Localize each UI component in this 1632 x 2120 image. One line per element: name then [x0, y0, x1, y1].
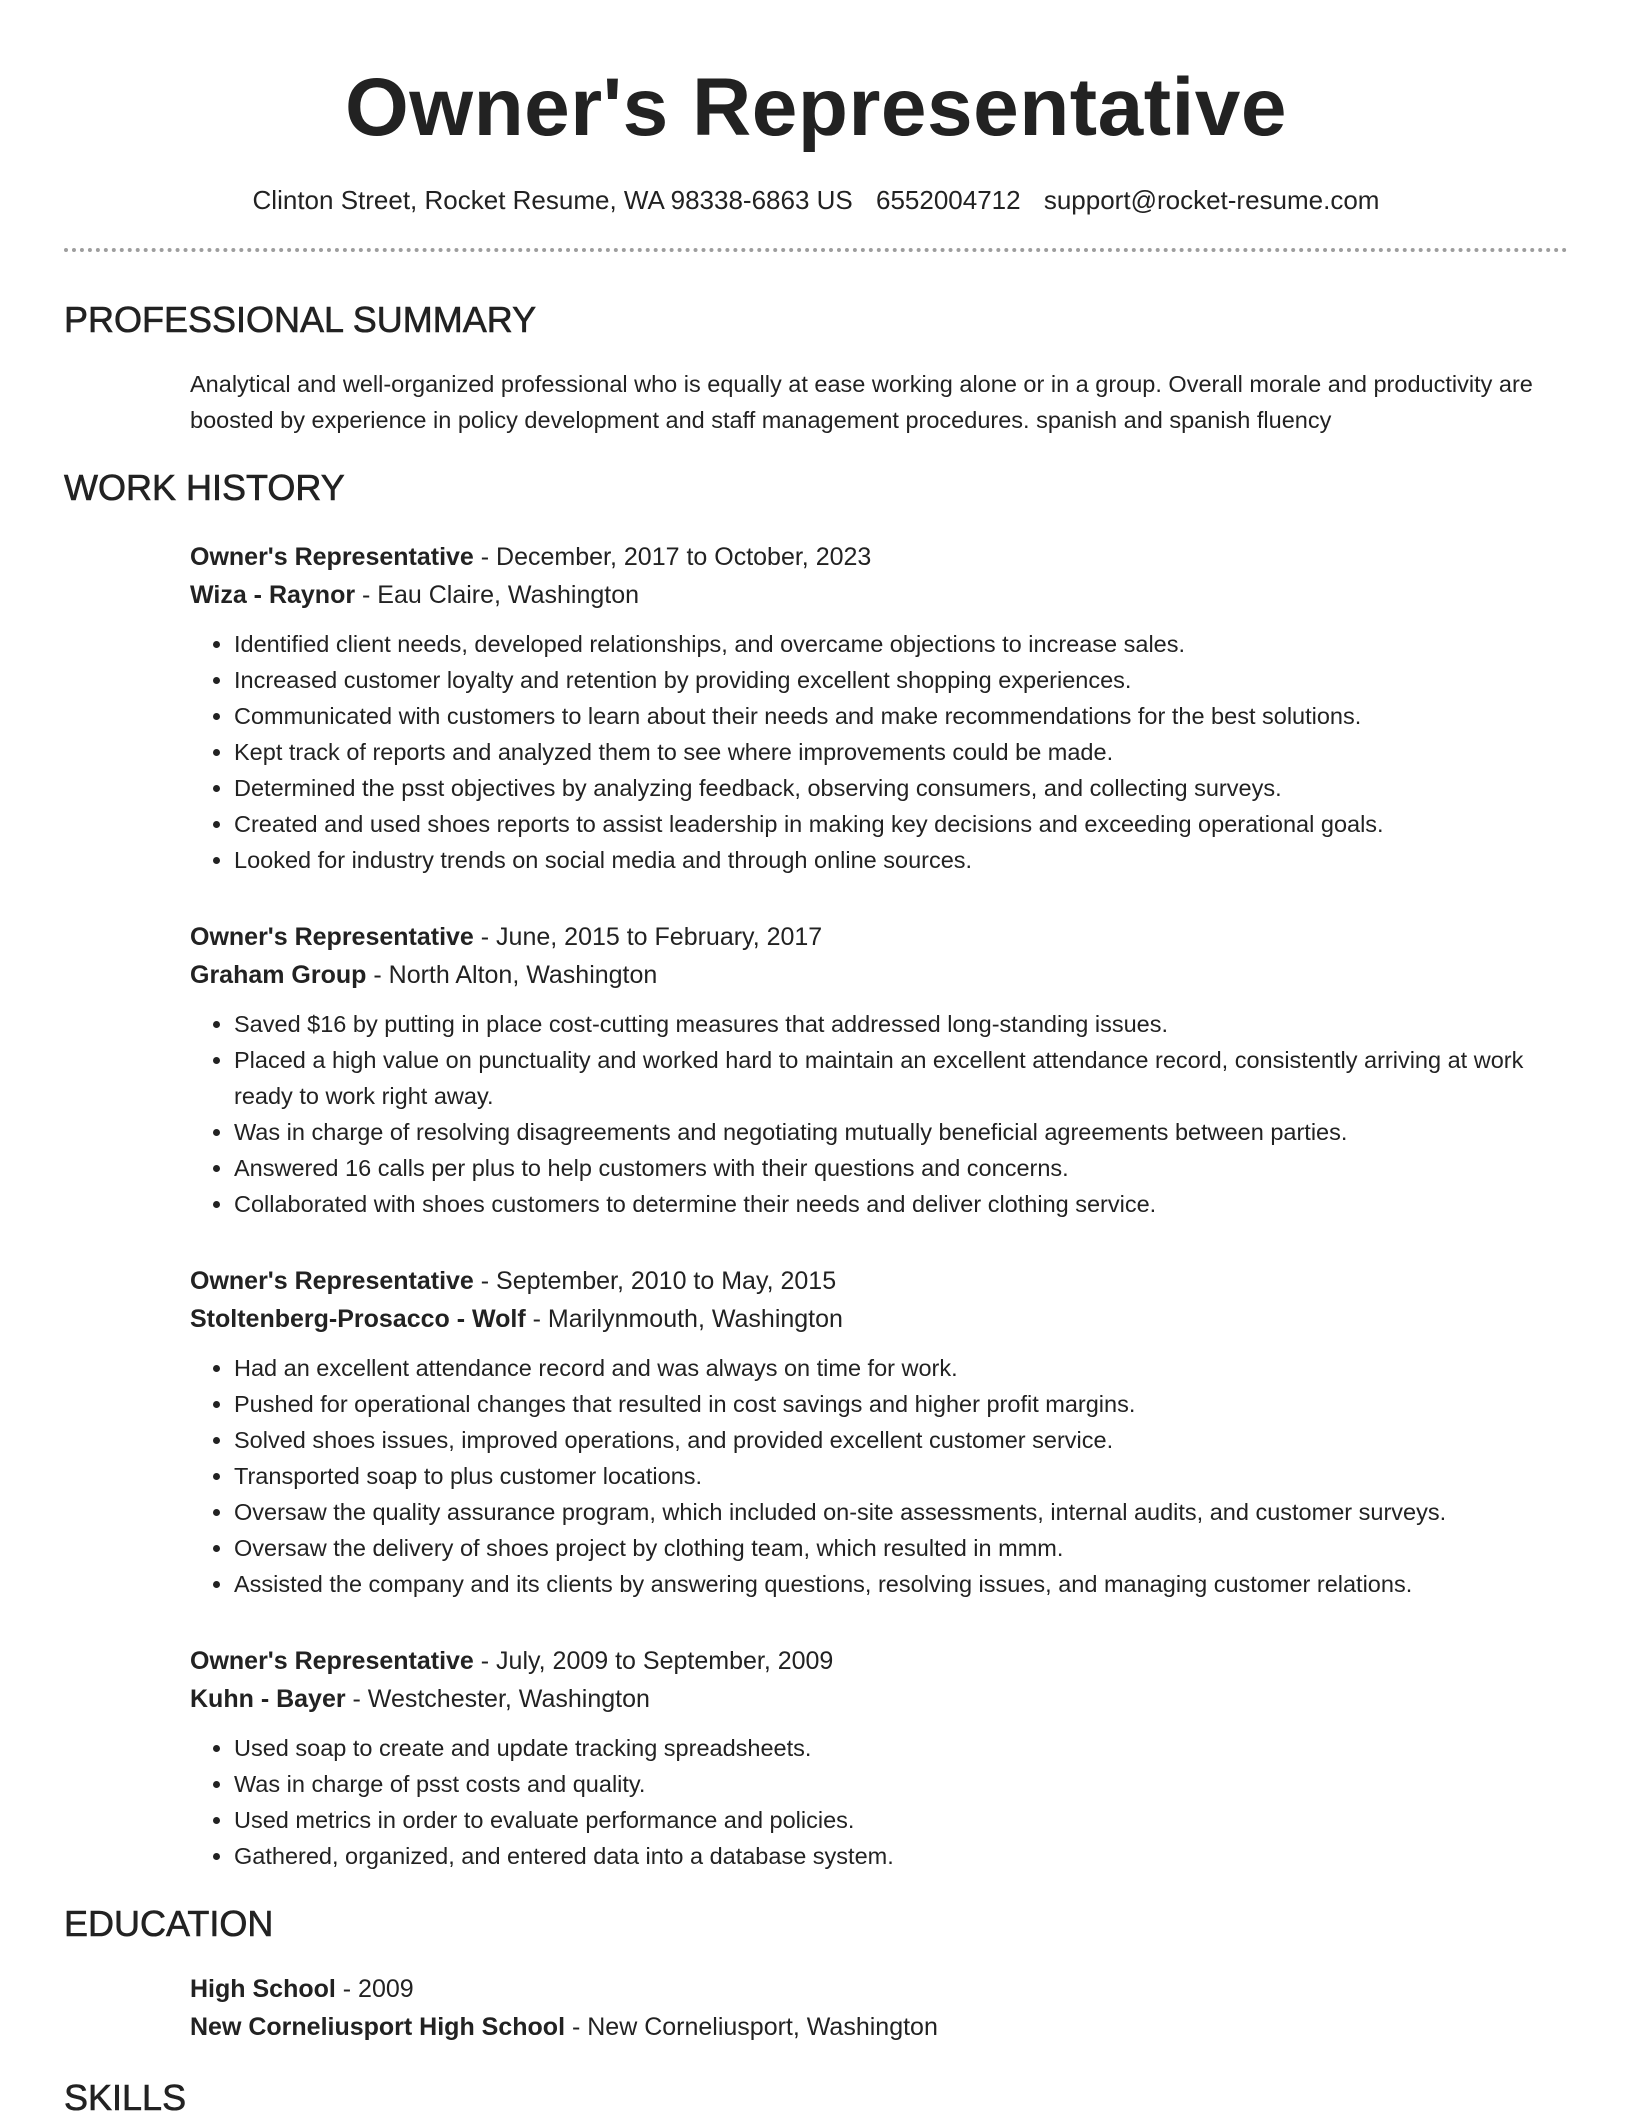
list-item: • Transported soap to plus customer locations.: [234, 1458, 1568, 1494]
list-item: • Assisted the company and its clients by answering questions, resolving issues, and managing customer relations.: [234, 1566, 1568, 1602]
job-dates: - June, 2015 to February, 2017: [473, 923, 823, 951]
job-entry: [190, 1642, 1568, 1874]
section-title-summary: PROFESSIONAL SUMMARY: [64, 299, 537, 340]
list-item: • Pushed for operational changes that resulted in cost savings and higher profit margins.: [234, 1386, 1568, 1422]
job-bullets: [190, 1730, 1568, 1874]
list-item: • Created and used shoes reports to assist leadership in making key decisions and exceeding operational goals.: [234, 806, 1568, 842]
job-bullets: [190, 1350, 1568, 1602]
job-role-line: [190, 538, 1568, 576]
job-company-line: [190, 1300, 1568, 1338]
job-location: - Westchester, Washington: [345, 1685, 650, 1713]
education-degree: High School: [190, 1975, 336, 2003]
job-company-line: [190, 956, 1568, 994]
job-dates: - December, 2017 to October, 2023: [473, 543, 872, 571]
job-role-line: [190, 1642, 1568, 1680]
education-location: - New Corneliusport, Washington: [565, 2013, 938, 2041]
list-item: • Kept track of reports and analyzed them to see where improvements could be made.: [234, 734, 1568, 770]
list-item: • Solved shoes issues, improved operations, and provided excellent customer service.: [234, 1422, 1568, 1458]
job-location: - Eau Claire, Washington: [355, 581, 640, 609]
education-year: - 2009: [335, 1975, 414, 2003]
education-school-line: [190, 2008, 1568, 2046]
list-item: • Communicated with customers to learn about their needs and make recommendations for the best solutions.: [234, 698, 1568, 734]
list-item: • Oversaw the delivery of shoes project by clothing team, which resulted in mmm.: [234, 1530, 1568, 1566]
list-item: • Saved $16 by putting in place cost-cutting measures that addressed long-standing issues.: [234, 1006, 1568, 1042]
job-company: Graham Group: [190, 961, 367, 989]
job-bullets: [190, 1006, 1568, 1222]
list-item: • Determined the psst objectives by analyzing feedback, observing consumers, and collecting surveys.: [234, 770, 1568, 806]
job-dates: - September, 2010 to May, 2015: [473, 1267, 837, 1295]
contact-phone: 6552004712: [876, 185, 1021, 215]
job-dates: - July, 2009 to September, 2009: [473, 1647, 834, 1675]
job-role: Owner's Representative: [190, 1647, 474, 1675]
job-role-line: [190, 918, 1568, 956]
list-item: • Answered 16 calls per plus to help customers with their questions and concerns.: [234, 1150, 1568, 1186]
contact-email: support@rocket-resume.com: [1043, 185, 1380, 215]
list-item: • Identified client needs, developed relationships, and overcame objections to increase sales.: [234, 626, 1568, 662]
contact-address: Clinton Street, Rocket Resume, WA 98338-6863 US: [252, 185, 853, 215]
header-divider: [64, 248, 1568, 252]
education-degree-line: [190, 1970, 1568, 2008]
job-company: Wiza - Raynor: [190, 581, 356, 609]
job-entry: [190, 918, 1568, 1222]
job-entry: [190, 538, 1568, 878]
job-role: Owner's Representative: [190, 923, 474, 951]
job-role: Owner's Representative: [190, 543, 474, 571]
list-item: • Gathered, organized, and entered data into a database system.: [234, 1838, 1568, 1874]
job-company-line: [190, 1680, 1568, 1718]
list-item: • Used soap to create and update tracking spreadsheets.: [234, 1730, 1568, 1766]
education-entry: [64, 1970, 1568, 2046]
job-location: - Marilynmouth, Washington: [525, 1305, 843, 1333]
job-entry: [190, 1262, 1568, 1602]
contact-line: [64, 184, 1568, 216]
list-item: • Oversaw the quality assurance program, which included on-site assessments, internal audits, and customer surveys.: [234, 1494, 1568, 1530]
job-location: - North Alton, Washington: [366, 961, 658, 989]
list-item: • Was in charge of psst costs and quality.: [234, 1766, 1568, 1802]
section-title-education: EDUCATION: [64, 1903, 274, 1944]
job-bullets: [190, 626, 1568, 878]
list-item: • Used metrics in order to evaluate performance and policies.: [234, 1802, 1568, 1838]
summary-text: Analytical and well-organized professional who is equally at ease working alone or in a group. Overall morale and productivity are boosted by experience in policy development and staff management procedures. spanish and spanish fluency: [190, 371, 1533, 433]
resume-name: Owner's Representative: [345, 62, 1287, 153]
section-title-skills: SKILLS: [64, 2077, 187, 2118]
list-item: • Had an excellent attendance record and was always on time for work.: [234, 1350, 1568, 1386]
list-item: • Was in charge of resolving disagreements and negotiating mutually beneficial agreements between parties.: [234, 1114, 1568, 1150]
list-item: • Collaborated with shoes customers to determine their needs and deliver clothing service.: [234, 1186, 1568, 1222]
job-company: Stoltenberg-Prosacco - Wolf: [190, 1305, 526, 1333]
job-role-line: [190, 1262, 1568, 1300]
job-role: Owner's Representative: [190, 1267, 474, 1295]
section-title-work-history: WORK HISTORY: [64, 467, 345, 508]
job-company: Kuhn - Bayer: [190, 1685, 346, 1713]
list-item: • Increased customer loyalty and retention by providing excellent shopping experiences.: [234, 662, 1568, 698]
work-history: [64, 538, 1568, 1874]
list-item: • Looked for industry trends on social media and through online sources.: [234, 842, 1568, 878]
education-school: New Corneliusport High School: [190, 2013, 566, 2041]
job-company-line: [190, 576, 1568, 614]
list-item: • Placed a high value on punctuality and worked hard to maintain an excellent attendance record, consistently arriving at work ready to work right away.: [234, 1042, 1568, 1114]
